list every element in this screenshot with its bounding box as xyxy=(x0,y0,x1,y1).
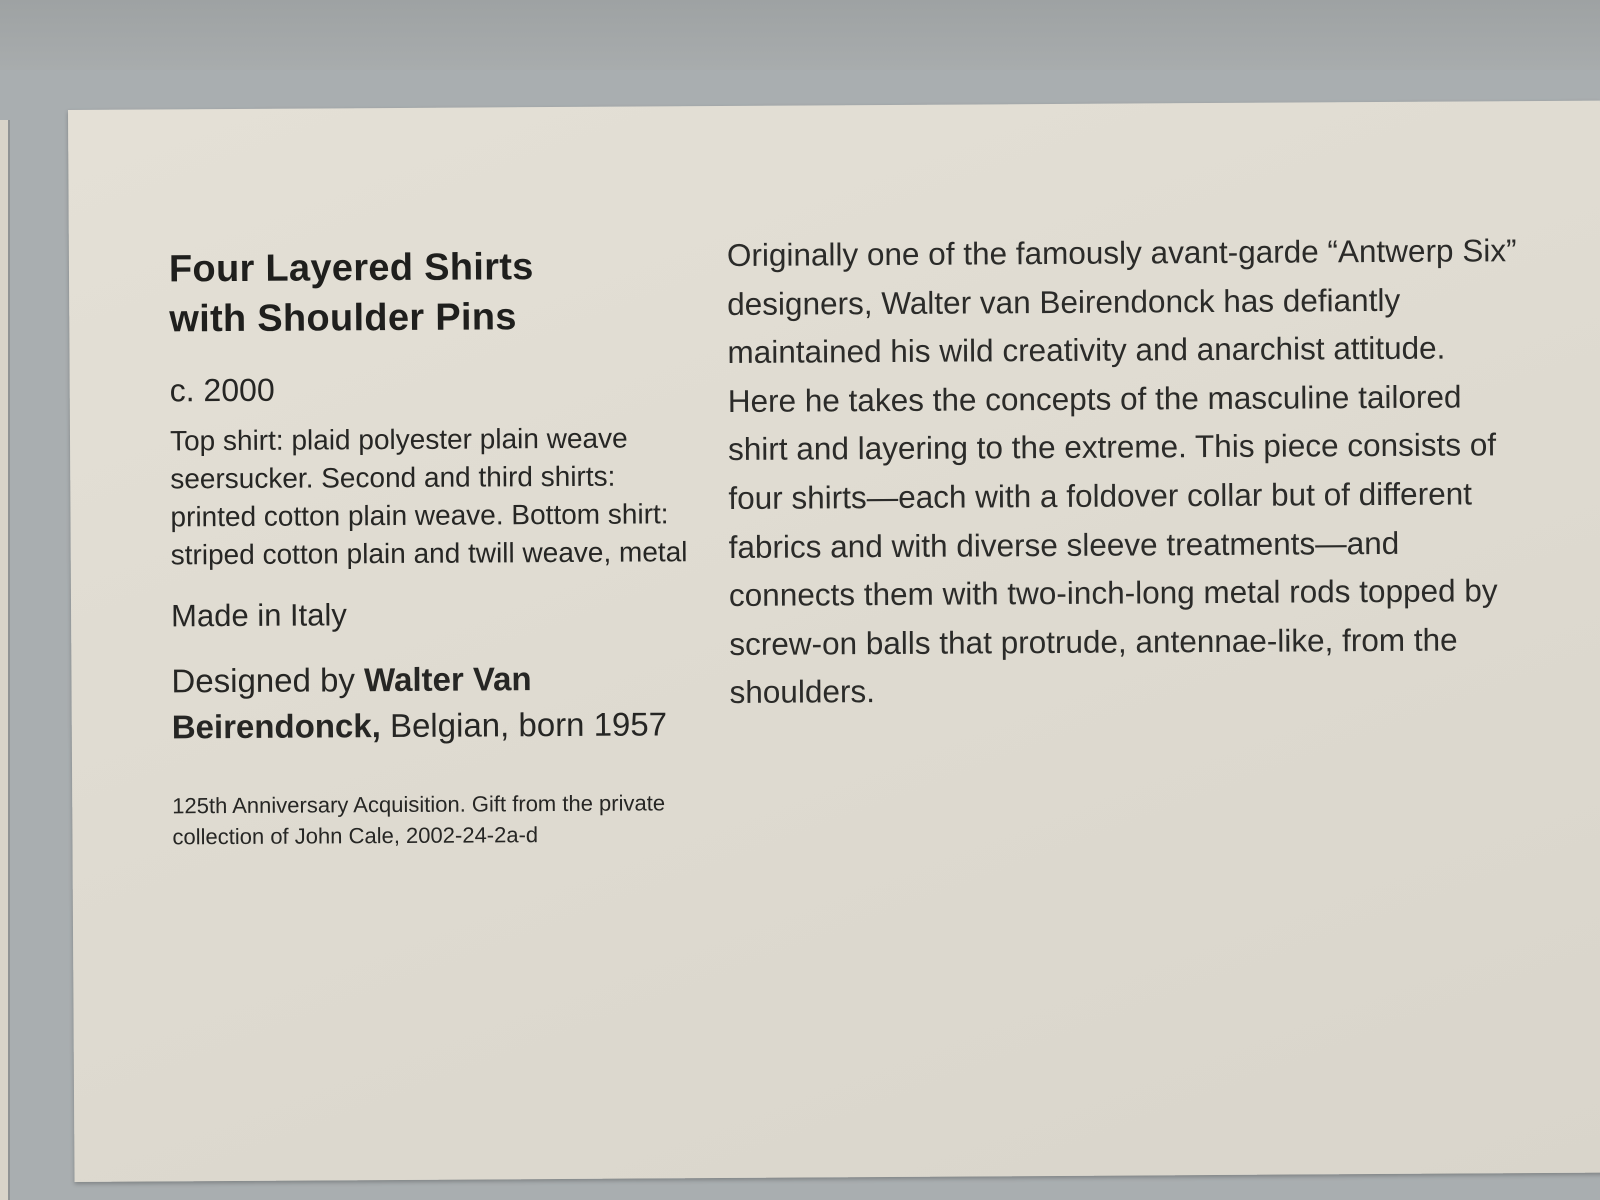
object-title xyxy=(169,241,690,344)
adjacent-card-edge xyxy=(0,120,10,1200)
wall-background xyxy=(0,0,1600,70)
object-title-line-1: Four Layered Shirts xyxy=(168,246,534,291)
object-materials: Top shirt: plaid polyester plain weave seersucker. Second and third shirts: printed cotton plain weave. Bottom shirt: striped cotton plain and twill weave, metal xyxy=(169,422,688,571)
object-date: c. 2000 xyxy=(169,371,275,409)
designer-name: Walter Van Beirendonck, xyxy=(171,660,532,746)
designer-prefix: Designed by xyxy=(171,661,365,700)
credit-line: 125th Anniversary Acquisition. Gift from the private collection of John Cale, 2002-24-2a-d xyxy=(172,790,666,850)
designer-suffix: Belgian, born 1957 xyxy=(380,705,668,745)
object-origin: Made in Italy xyxy=(170,597,347,634)
museum-label-card xyxy=(68,101,1600,1182)
object-designer xyxy=(171,655,692,750)
object-info-column xyxy=(169,241,693,852)
object-title-line-2: with Shoulder Pins xyxy=(169,296,517,341)
description-text: Originally one of the famously avant-garde “Antwerp Six” designers, Walter van Beirendonck has defiantly maintained his wild creativity and anarchist attitude. Here he takes the concepts of the masculine tailored shirt and layering to the extreme. This piece consists of four shirts—each with a foldover collar but of different fabrics and with diverse sleeve treatments—and connects them with two-inch-long metal rods topped by screw-on balls that protrude, antennae-like, from the shoulders. xyxy=(726,232,1517,711)
